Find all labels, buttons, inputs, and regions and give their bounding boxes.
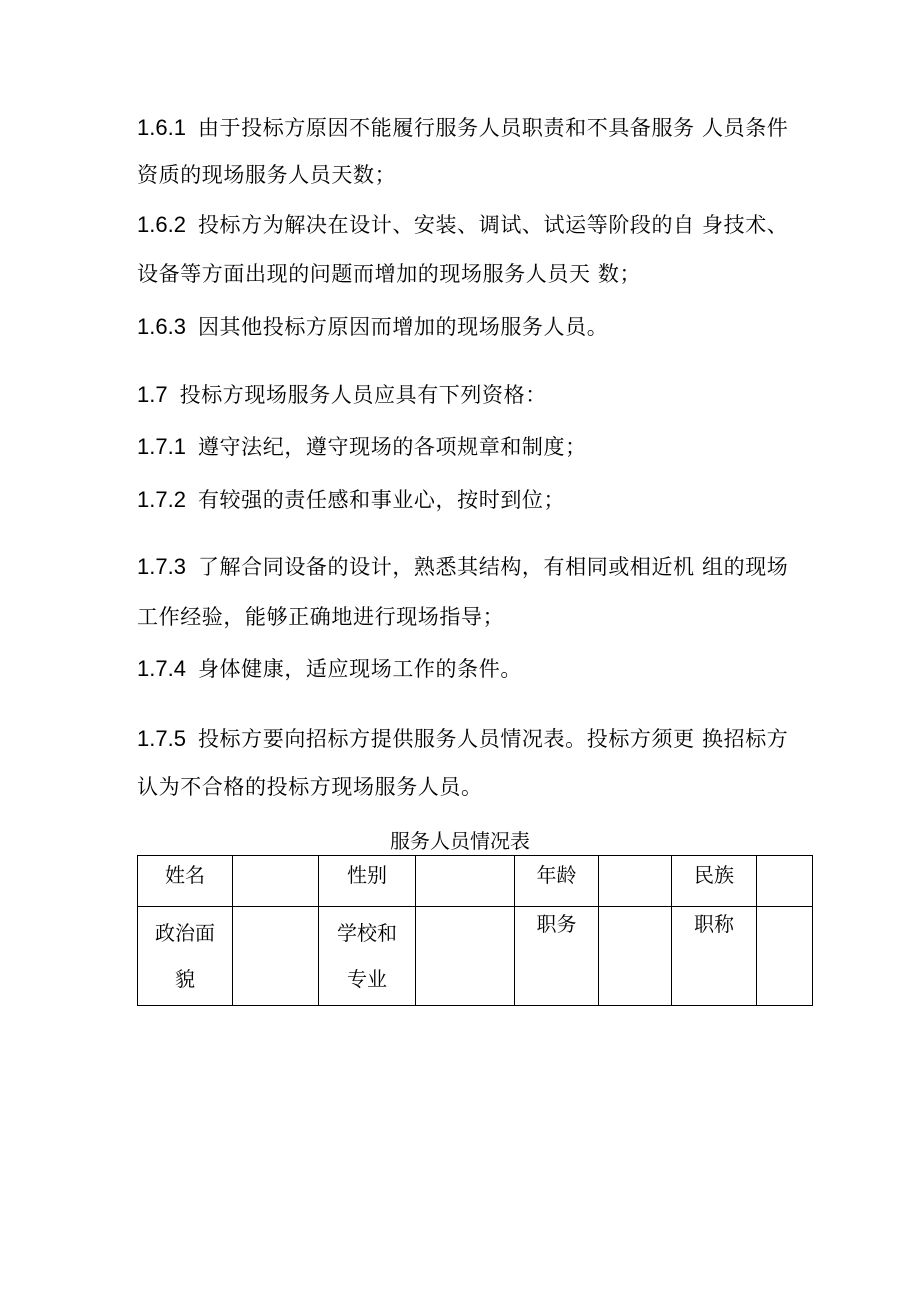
clause-number: 1.7.2 xyxy=(137,487,186,512)
paragraph-1-6-1 xyxy=(137,115,788,141)
clause-number: 1.6.3 xyxy=(137,314,186,339)
value-school-major xyxy=(416,907,515,1006)
value-name xyxy=(233,856,319,907)
paragraph-text: 遵守法纪，遵守现场的各项规章和制度； xyxy=(197,435,587,459)
paragraph-text: 由于投标方原因不能履行服务人员职责和不具备服务 人员条件 xyxy=(197,116,789,140)
paragraph-1-6-2 xyxy=(137,212,788,238)
paragraph-line: 工作经验，能够正确地进行现场指导； xyxy=(137,605,505,629)
paragraph-1-7-4 xyxy=(137,656,522,682)
clause-number: 1.6.2 xyxy=(137,212,186,237)
table-caption: 服务人员情况表 xyxy=(390,829,530,853)
paragraph-text: 有较强的责任感和事业心，按时到位； xyxy=(197,488,566,512)
value-political-status xyxy=(233,907,319,1006)
clause-number: 1.7.1 xyxy=(137,434,186,459)
label-school-major: 学校和 专业 xyxy=(319,907,416,1006)
paragraph-1-7-2 xyxy=(137,487,565,513)
paragraph-line: 资质的现场服务人员天数； xyxy=(137,163,397,187)
paragraph-1-6-3 xyxy=(137,314,608,340)
paragraph-1-7-1 xyxy=(137,434,587,460)
paragraph-text: 因其他投标方原因而增加的现场服务人员。 xyxy=(197,315,609,339)
paragraph-1-7-3 xyxy=(137,554,788,580)
value-ethnicity xyxy=(757,856,813,907)
value-age xyxy=(599,856,672,907)
clause-number: 1.7.4 xyxy=(137,656,186,681)
paragraph-line: 认为不合格的投标方现场服务人员。 xyxy=(137,775,483,799)
paragraph-text: 投标方要向招标方提供服务人员情况表。投标方须更 换招标方 xyxy=(197,727,789,751)
label-position: 职务 xyxy=(515,907,599,1006)
staff-info-table xyxy=(137,855,813,1006)
clause-number: 1.7 xyxy=(137,382,168,407)
clause-number: 1.7.5 xyxy=(137,726,186,751)
paragraph-line: 设备等方面出现的问题而增加的现场服务人员天 数； xyxy=(137,262,642,286)
table-row xyxy=(138,856,813,907)
label-gender: 性别 xyxy=(319,856,416,907)
value-title xyxy=(757,907,813,1006)
paragraph-1-7 xyxy=(137,382,547,408)
paragraph-text: 投标方现场服务人员应具有下列资格： xyxy=(179,383,547,407)
clause-number: 1.6.1 xyxy=(137,115,186,140)
value-gender xyxy=(416,856,515,907)
paragraph-text: 了解合同设备的设计，熟悉其结构，有相同或相近机 组的现场 xyxy=(197,555,789,579)
label-name: 姓名 xyxy=(138,856,233,907)
paragraph-1-7-5 xyxy=(137,726,788,752)
label-title: 职称 xyxy=(672,907,757,1006)
value-position xyxy=(599,907,672,1006)
table-row xyxy=(138,907,813,1006)
label-age: 年龄 xyxy=(515,856,599,907)
label-political-status: 政治面 貌 xyxy=(138,907,233,1006)
paragraph-text: 身体健康，适应现场工作的条件。 xyxy=(197,657,522,681)
label-ethnicity: 民族 xyxy=(672,856,757,907)
clause-number: 1.7.3 xyxy=(137,554,186,579)
paragraph-text: 投标方为解决在设计、安装、调试、试运等阶段的自 身技术、 xyxy=(197,213,789,237)
